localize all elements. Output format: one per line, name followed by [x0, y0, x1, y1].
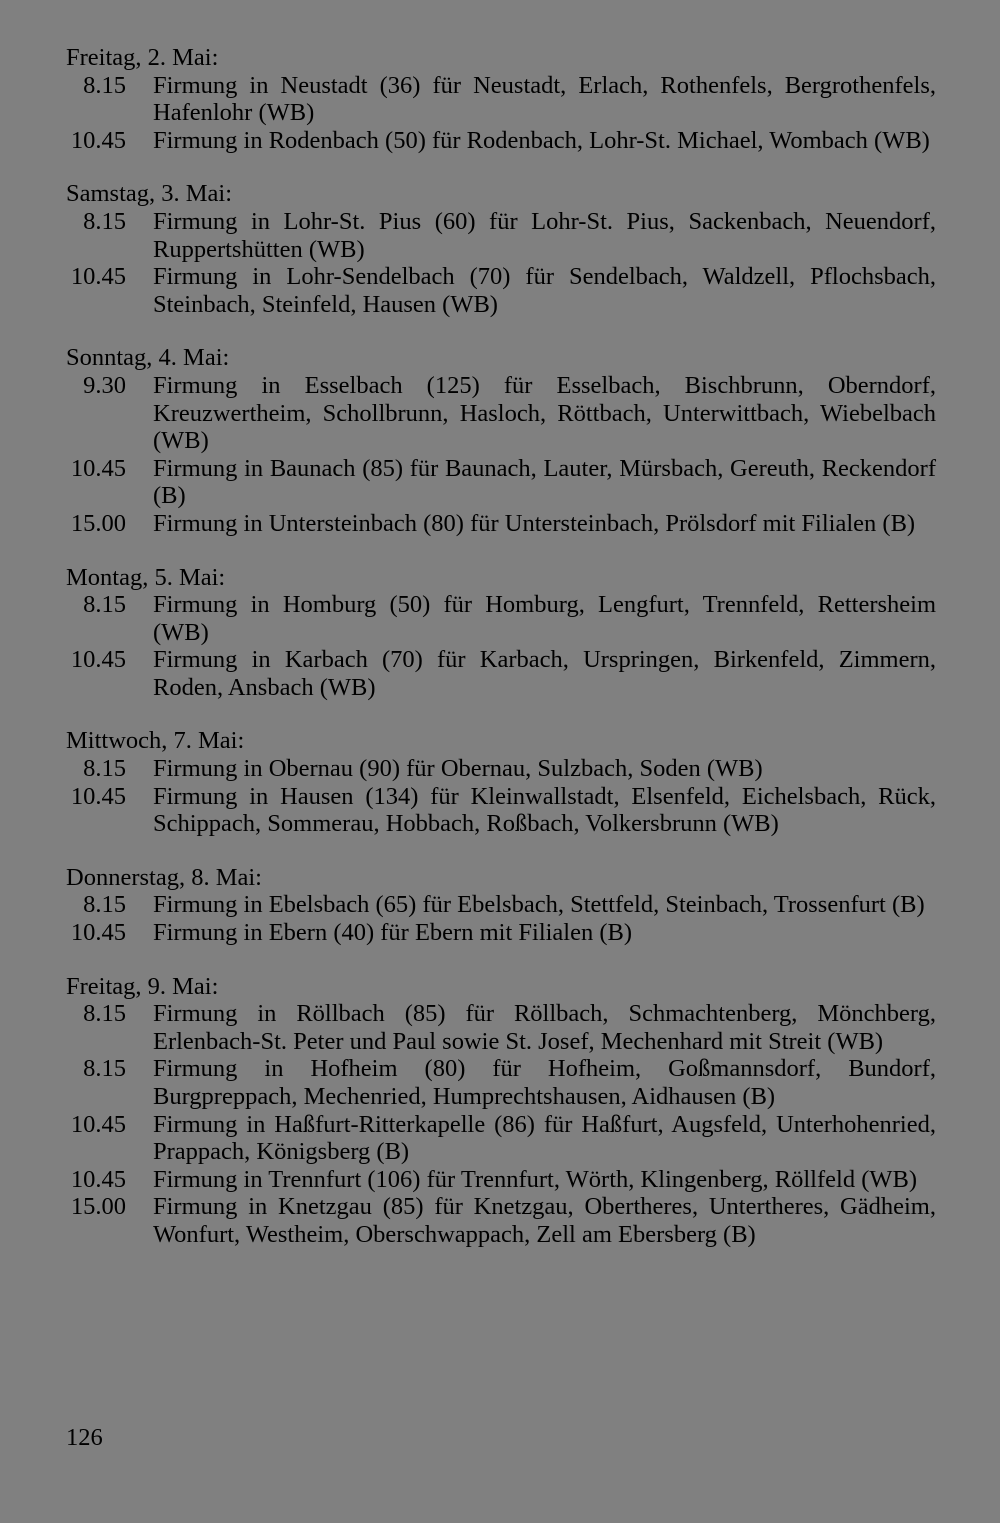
schedule-entry: [66, 72, 936, 127]
entry-time: 10.45: [70, 919, 126, 947]
page-number: 126: [66, 1424, 103, 1451]
entry-time: 10.45: [70, 1165, 126, 1193]
entry-time: 8.15: [83, 891, 126, 919]
entry-time: 8.15: [83, 591, 126, 619]
entry-time: 8.15: [83, 1055, 126, 1083]
entry-time: 8.15: [83, 71, 126, 99]
schedule-page: [66, 44, 936, 1275]
day-block-samstag-3: [66, 180, 936, 318]
day-heading: Samstag, 3. Mai:: [66, 180, 233, 208]
day-heading: Freitag, 9. Mai:: [66, 972, 219, 1000]
schedule-entry: [66, 263, 936, 318]
entry-text: Firmung in Homburg (50) für Homburg, Lengfurt, Trennfeld, Rettersheim (WB): [153, 591, 936, 646]
schedule-entry: [66, 455, 936, 510]
day-heading: Sonntag, 4. Mai:: [66, 344, 230, 372]
entry-time: 8.15: [83, 1000, 126, 1028]
entry-text: Firmung in Baunach (85) für Baunach, Lauter, Mürsbach, Gereuth, Reckendorf (B): [153, 454, 936, 510]
entry-text: Firmung in Hausen (134) für Kleinwallstadt, Elsenfeld, Eichelsbach, Rück, Schippach, Sommerau, Hobbach, Roßbach, Volkersbrunn (WB): [153, 782, 936, 838]
entry-time: 10.45: [70, 1110, 126, 1138]
entry-text: Firmung in Karbach (70) für Karbach, Urspringen, Birkenfeld, Zimmern, Roden, Ansbach (WB): [153, 646, 936, 701]
day-block-freitag-2: [66, 44, 936, 154]
day-block-sonntag-4: [66, 344, 936, 537]
entry-time: 10.45: [70, 646, 126, 674]
entry-text: Firmung in Ebelsbach (65) für Ebelsbach, Stettfeld, Steinbach, Trossenfurt (B): [153, 891, 925, 919]
day-block-montag-5: [66, 564, 936, 702]
entry-text: Firmung in Obernau (90) für Obernau, Sulzbach, Soden (WB): [153, 755, 763, 783]
entry-text: Firmung in Lohr-St. Pius (60) für Lohr-St. Pius, Sackenbach, Neuendorf, Ruppertshütten (WB): [153, 207, 936, 263]
schedule-entry: [66, 1111, 936, 1166]
entry-text: Firmung in Untersteinbach (80) für Untersteinbach, Prölsdorf mit Filialen (B): [153, 509, 916, 537]
entry-text: Firmung in Röllbach (85) für Röllbach, Schmachtenberg, Mönchberg, Erlenbach-St. Peter und Paul sowie St. Josef, Mechenhard mit Streit (WB): [153, 1000, 936, 1055]
schedule-entry: [66, 591, 936, 646]
day-block-donnerstag-8: [66, 864, 936, 947]
schedule-entry: [66, 1166, 936, 1194]
entry-time: 10.45: [70, 126, 126, 154]
entry-text: Firmung in Lohr-Sendelbach (70) für Sendelbach, Waldzell, Pflochsbach, Steinbach, Steinfeld, Hausen (WB): [153, 263, 936, 318]
entry-time: 10.45: [70, 263, 126, 291]
entry-time: 10.45: [70, 782, 126, 810]
schedule-entry: [66, 510, 936, 538]
schedule-entry: [66, 783, 936, 838]
entry-time: 15.00: [70, 509, 126, 537]
day-block-freitag-9: [66, 973, 936, 1249]
schedule-entry: [66, 372, 936, 455]
schedule-entry: [66, 646, 936, 701]
entry-text: Firmung in Knetzgau (85) für Knetzgau, Obertheres, Untertheres, Gädheim, Wonfurt, Westheim, Oberschwappach, Zell am Ebersberg (B): [153, 1193, 936, 1248]
entry-time: 8.15: [83, 755, 126, 783]
day-heading: Freitag, 2. Mai:: [66, 44, 219, 71]
schedule-entry: [66, 1055, 936, 1110]
schedule-entry: [66, 755, 936, 783]
entry-text: Firmung in Ebern (40) für Ebern mit Filialen (B): [153, 919, 633, 947]
schedule-entry: [66, 127, 936, 155]
entry-time: 15.00: [70, 1193, 126, 1221]
day-block-mittwoch-7: [66, 727, 936, 837]
schedule-entry: [66, 208, 936, 263]
entry-time: 8.15: [83, 207, 126, 235]
schedule-entry: [66, 1000, 936, 1055]
entry-time: 9.30: [83, 371, 126, 399]
entry-text: Firmung in Neustadt (36) für Neustadt, Erlach, Rothenfels, Bergrothenfels, Hafenlohr (WB): [153, 71, 936, 127]
schedule-entry: [66, 919, 936, 947]
day-heading: Montag, 5. Mai:: [66, 563, 226, 591]
day-heading: Mittwoch, 7. Mai:: [66, 727, 245, 755]
entry-time: 10.45: [70, 454, 126, 482]
entry-text: Firmung in Hofheim (80) für Hofheim, Goßmannsdorf, Bundorf, Burgpreppach, Mechenried, Humprechtshausen, Aidhausen (B): [153, 1055, 936, 1110]
schedule-entry: [66, 1193, 936, 1248]
entry-text: Firmung in Trennfurt (106) für Trennfurt, Wörth, Klingenberg, Röllfeld (WB): [153, 1165, 917, 1193]
entry-text: Firmung in Haßfurt-Ritterkapelle (86) für Haßfurt, Augsfeld, Unterhohenried, Prappach, Königsberg (B): [153, 1110, 936, 1166]
day-heading: Donnerstag, 8. Mai:: [66, 863, 262, 891]
entry-text: Firmung in Rodenbach (50) für Rodenbach, Lohr-St. Michael, Wombach (WB): [153, 126, 930, 154]
entry-text: Firmung in Esselbach (125) für Esselbach, Bischbrunn, Oberndorf, Kreuzwertheim, Schollbrunn, Hasloch, Röttbach, Unterwittbach, Wiebelbach (WB): [153, 371, 936, 455]
schedule-entry: [66, 891, 936, 919]
